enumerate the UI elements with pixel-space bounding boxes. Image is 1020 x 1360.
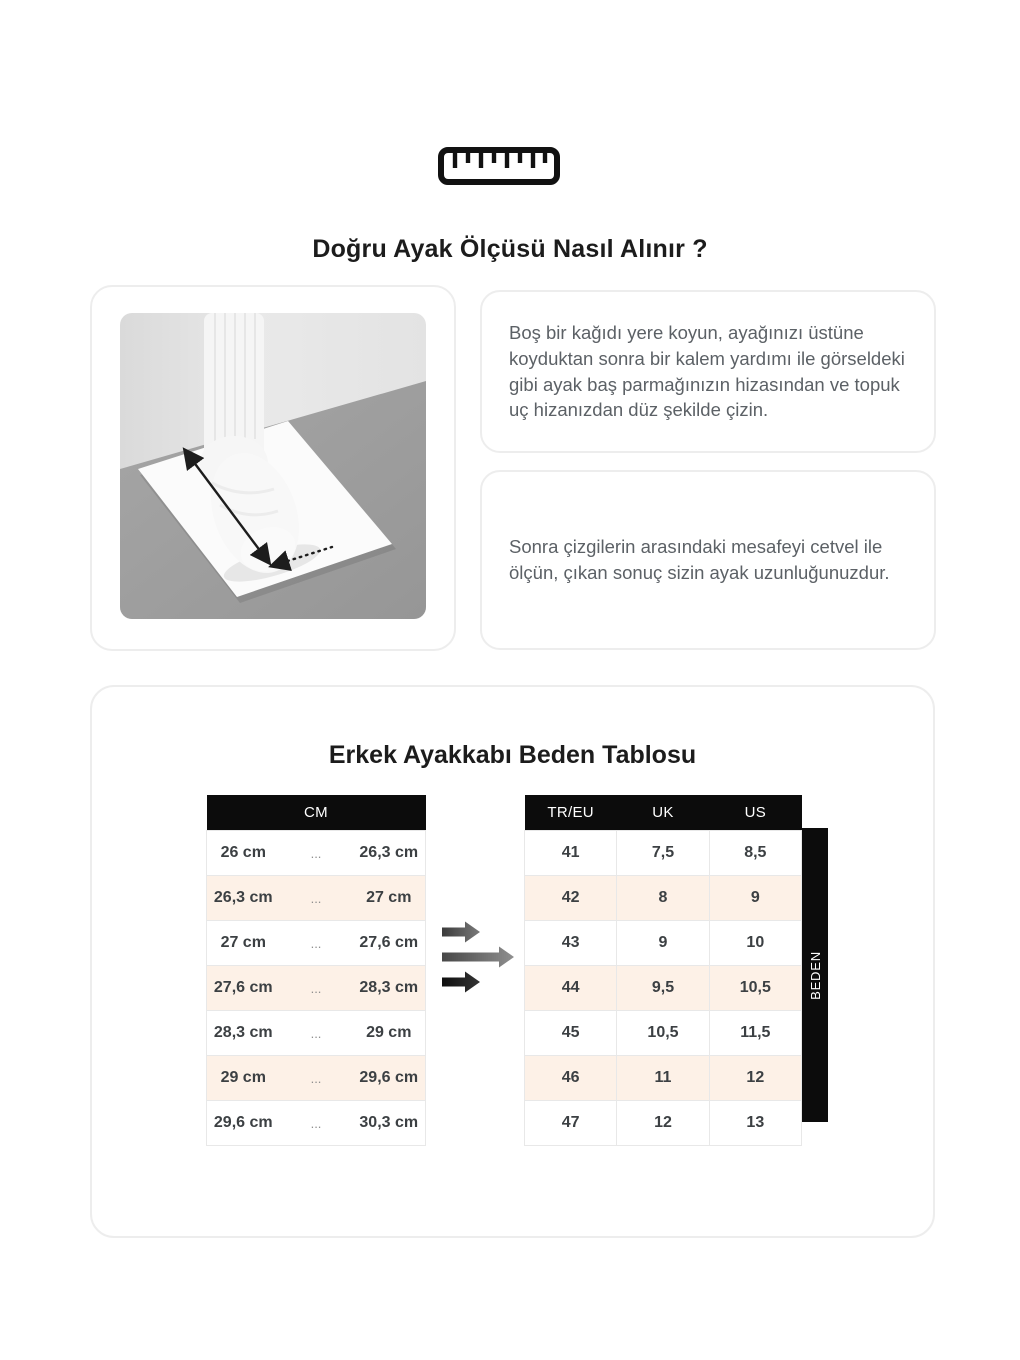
size-axis-label: BEDEN bbox=[807, 950, 823, 1000]
range-separator: ... bbox=[280, 1056, 353, 1101]
size-column-header: US bbox=[709, 795, 801, 831]
cm-value: 26,3 cm bbox=[207, 876, 280, 921]
instruction-step-2-text: Sonra çizgilerin arasındaki mesafeyi cetvel ile ölçün, çıkan sonuç sizin ayak uzunluğunuzdur. bbox=[509, 536, 890, 583]
size-row bbox=[525, 921, 802, 966]
size-row bbox=[525, 1056, 802, 1101]
size-value: 10 bbox=[709, 921, 801, 966]
cm-value: 29,6 cm bbox=[207, 1101, 280, 1146]
foot-measure-photo-card bbox=[90, 285, 456, 651]
cm-value: 26 cm bbox=[207, 831, 280, 876]
cm-value: 29 cm bbox=[353, 1011, 426, 1056]
size-value: 10,5 bbox=[709, 966, 801, 1011]
size-row bbox=[525, 1101, 802, 1146]
page-title: Doğru Ayak Ölçüsü Nasıl Alınır ? bbox=[312, 234, 708, 263]
cm-value: 30,3 cm bbox=[353, 1101, 426, 1146]
size-value: 46 bbox=[525, 1056, 617, 1101]
size-value: 9 bbox=[709, 876, 801, 921]
size-value: 12 bbox=[709, 1056, 801, 1101]
size-value: 9,5 bbox=[617, 966, 709, 1011]
instruction-step-1 bbox=[480, 290, 936, 453]
size-value: 11,5 bbox=[709, 1011, 801, 1056]
size-column-header: TR/EU bbox=[525, 795, 617, 831]
size-value: 10,5 bbox=[617, 1011, 709, 1056]
size-value: 47 bbox=[525, 1101, 617, 1146]
instruction-step-2 bbox=[480, 470, 936, 650]
cm-range-row bbox=[207, 1011, 426, 1056]
range-separator: ... bbox=[280, 1011, 353, 1056]
size-chart-title: Erkek Ayakkabı Beden Tablosu bbox=[328, 740, 697, 769]
cm-range-row bbox=[207, 921, 426, 966]
size-value: 11 bbox=[617, 1056, 709, 1101]
range-separator: ... bbox=[280, 831, 353, 876]
size-value: 8 bbox=[617, 876, 709, 921]
range-separator: ... bbox=[280, 921, 353, 966]
size-value: 41 bbox=[525, 831, 617, 876]
cm-value: 26,3 cm bbox=[353, 831, 426, 876]
cm-range-row bbox=[207, 966, 426, 1011]
cm-value: 27 cm bbox=[353, 876, 426, 921]
size-value: 8,5 bbox=[709, 831, 801, 876]
size-value: 45 bbox=[525, 1011, 617, 1056]
size-row bbox=[525, 876, 802, 921]
size-value: 13 bbox=[709, 1101, 801, 1146]
cm-value: 27 cm bbox=[207, 921, 280, 966]
cm-value: 27,6 cm bbox=[353, 921, 426, 966]
ruler-icon bbox=[438, 146, 560, 186]
size-row bbox=[525, 831, 802, 876]
range-separator: ... bbox=[280, 1101, 353, 1146]
size-value: 44 bbox=[525, 966, 617, 1011]
cm-value: 28,3 cm bbox=[353, 966, 426, 1011]
size-value: 42 bbox=[525, 876, 617, 921]
cm-range-row bbox=[207, 876, 426, 921]
size-conversion-table bbox=[524, 795, 802, 1146]
range-separator: ... bbox=[280, 876, 353, 921]
cm-range-row bbox=[207, 831, 426, 876]
cm-value: 29 cm bbox=[207, 1056, 280, 1101]
size-row bbox=[525, 966, 802, 1011]
size-chart-card bbox=[90, 685, 935, 1238]
cm-value: 29,6 cm bbox=[353, 1056, 426, 1101]
foot-measurement-photo bbox=[120, 313, 426, 619]
cm-range-table bbox=[206, 795, 426, 1146]
size-value: 7,5 bbox=[617, 831, 709, 876]
cm-range-row bbox=[207, 1101, 426, 1146]
size-column-header: UK bbox=[617, 795, 709, 831]
size-value: 43 bbox=[525, 921, 617, 966]
size-axis-strip bbox=[802, 828, 828, 1122]
cm-table-header: CM bbox=[207, 795, 426, 831]
conversion-arrows-icon bbox=[440, 920, 516, 994]
cm-value: 28,3 cm bbox=[207, 1011, 280, 1056]
range-separator: ... bbox=[280, 966, 353, 1011]
instruction-step-1-text: Boş bir kağıdı yere koyun, ayağınızı üstüne koyduktan sonra bir kalem yardımı ile görseldeki gibi ayak baş parmağınızın hizasından ve topuk uç hizanızdan düz şekilde çizin. bbox=[509, 321, 905, 421]
size-row bbox=[525, 1011, 802, 1056]
cm-value: 27,6 cm bbox=[207, 966, 280, 1011]
size-value: 9 bbox=[617, 921, 709, 966]
cm-range-row bbox=[207, 1056, 426, 1101]
size-value: 12 bbox=[617, 1101, 709, 1146]
